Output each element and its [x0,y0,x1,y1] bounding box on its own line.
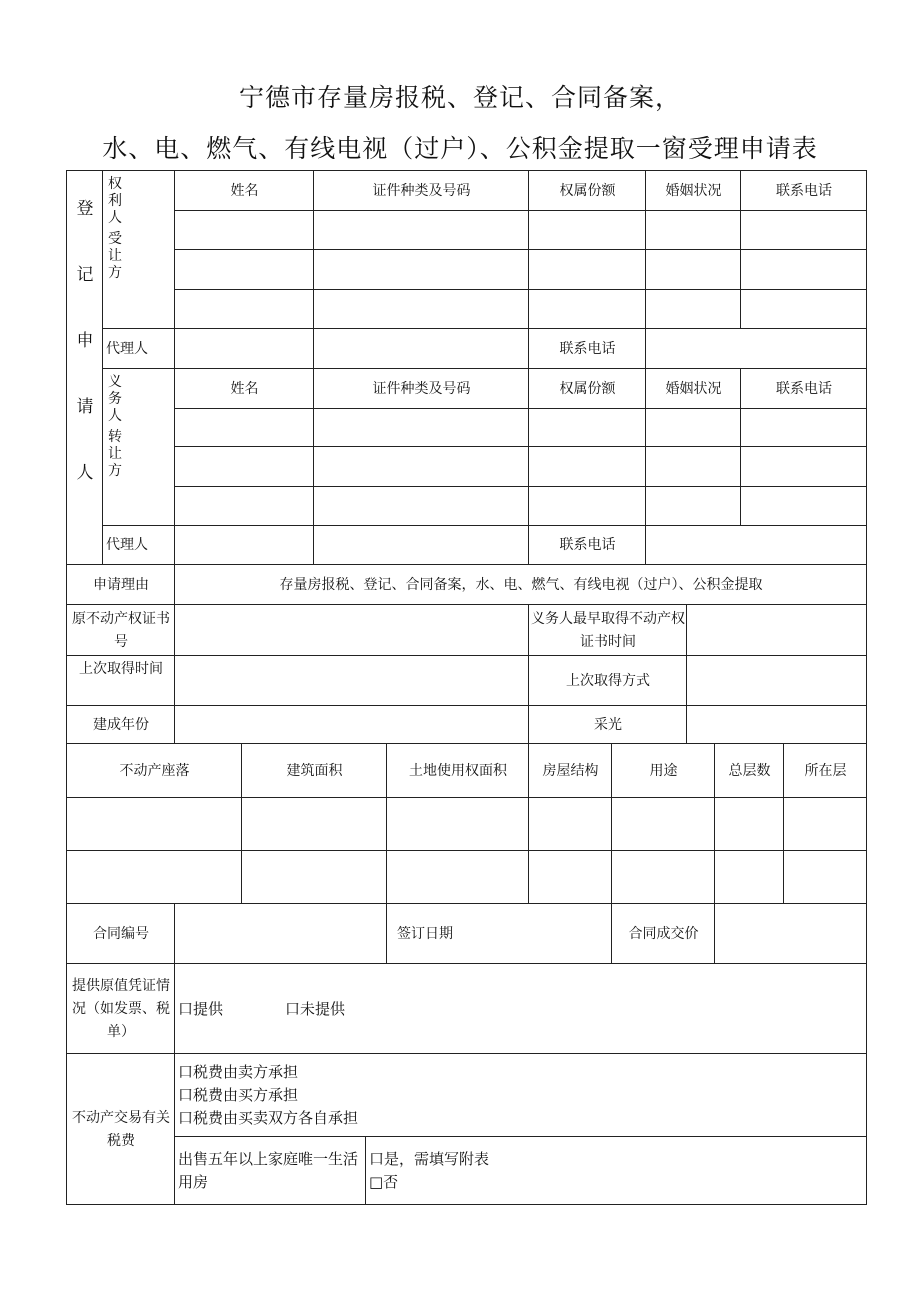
obligee-agent-label: 代理人 [102,328,175,369]
obligee-row2-phone-input[interactable] [740,249,867,290]
property-row1-structure-input[interactable] [528,797,612,851]
obligee-agent-phone-input[interactable] [645,328,867,369]
vertical-label-char: 人 [108,210,122,226]
tax-options [174,1053,867,1137]
last-method-input[interactable] [686,655,867,706]
property-header-total-floors: 总层数 [714,743,784,798]
obligor-row1-name-input[interactable] [174,408,314,447]
obligor-share-header: 权属份额 [528,368,646,409]
unique-home-label: 出售五年以上家庭唯一生活用房 [174,1136,366,1205]
obligor-agent-id-input[interactable] [313,525,529,565]
vertical-label-char: 人 [108,408,122,424]
tax-option-checkbox-3[interactable]: 口税费由买卖双方各自承担 [178,1109,359,1127]
obligor-agent-label: 代理人 [102,525,175,565]
table-right-border [866,170,867,1205]
obligee-row3-phone-input[interactable] [740,289,867,329]
property-row1-location-input[interactable] [66,797,242,851]
property-row2-total-floors-input[interactable] [714,850,784,904]
obligor-agent-name-input[interactable] [174,525,314,565]
unique-home-options [365,1136,867,1205]
property-row2-floor-input[interactable] [783,850,867,904]
obligee-row1-name-input[interactable] [174,210,314,250]
voucher-not-provided-checkbox[interactable]: 口未提供 [285,999,346,1018]
obligee-row3-name-input[interactable] [174,289,314,329]
obligor-agent-phone-input[interactable] [645,525,867,565]
property-row1-total-floors-input[interactable] [714,797,784,851]
obligee-row3-share-input[interactable] [528,289,646,329]
obligor-row1-phone-input[interactable] [740,408,867,447]
tax-option-checkbox-1[interactable]: 口税费由卖方承担 [178,1063,299,1081]
obligor-row1-marriage-input[interactable] [645,408,741,447]
property-row1-floor-input[interactable] [783,797,867,851]
vertical-label-char: 义 [108,374,122,390]
obligee-phone-header: 联系电话 [740,170,867,211]
sign-date-label: 签订日期 [386,903,612,964]
obligee-id-header: 证件种类及号码 [313,170,529,211]
obligee-row2-id-input[interactable] [313,249,529,290]
contract-no-label: 合同编号 [66,903,175,964]
voucher-label: 提供原值凭证情况（如发票、税单） [66,963,175,1054]
voucher-provided-checkbox[interactable]: 口提供 [178,999,224,1018]
lighting-label: 采光 [528,705,687,744]
vertical-label-char: 利 [108,193,122,209]
vertical-label-char: 方 [108,265,122,281]
orig-cert-input[interactable] [174,604,529,656]
last-time-label: 上次取得时间 [66,655,175,706]
build-year-label: 建成年份 [66,705,175,744]
property-header-location: 不动产座落 [66,743,242,798]
property-header-structure: 房屋结构 [528,743,612,798]
property-header-floor-area: 建筑面积 [241,743,387,798]
obligee-label [102,170,175,329]
obligor-row3-id-input[interactable] [313,486,529,526]
form-title-line2: 水、电、燃气、有线电视（过户）、公积金提取一窗受理申请表 [102,134,818,163]
lighting-input[interactable] [686,705,867,744]
obligor-name-header: 姓名 [174,368,314,409]
property-row2-location-input[interactable] [66,850,242,904]
obligee-row1-share-input[interactable] [528,210,646,250]
obligor-row2-phone-input[interactable] [740,446,867,487]
vertical-label-char: 权 [108,176,122,192]
applicant-section-char: 登 [76,199,94,219]
obligor-row2-name-input[interactable] [174,446,314,487]
property-row1-usage-input[interactable] [611,797,715,851]
reason-value: 存量房报税、登记、合同备案，水、电、燃气、有线电视（过户）、公积金提取 [174,564,867,605]
obligee-name-header: 姓名 [174,170,314,211]
applicant-section-char: 记 [76,265,94,285]
last-method-label: 上次取得方式 [528,655,687,706]
property-row2-usage-input[interactable] [611,850,715,904]
applicant-section-label [66,170,103,565]
obligee-row3-id-input[interactable] [313,289,529,329]
tax-option-checkbox-2[interactable]: 口税费由买方承担 [178,1086,299,1104]
obligor-first-time-label: 义务人最早取得不动产权证书时间 [528,604,687,656]
vertical-label-char: 转 [108,429,122,445]
contract-price-input[interactable] [714,903,867,964]
unique-home-no-checkbox[interactable]: □否 [369,1173,399,1191]
vertical-label-char: 方 [108,463,122,479]
property-header-floor: 所在层 [783,743,867,798]
obligee-marriage-header: 婚姻状况 [645,170,741,211]
form-title-line1: 宁德市存量房报税、登记、合同备案， [238,83,681,112]
obligee-row2-share-input[interactable] [528,249,646,290]
obligor-row3-name-input[interactable] [174,486,314,526]
voucher-options [174,963,867,1054]
build-year-input[interactable] [174,705,529,744]
obligee-row2-marriage-input[interactable] [645,249,741,290]
contract-price-label: 合同成交价 [611,903,715,964]
applicant-section-char: 请 [76,397,94,417]
property-row1-land-area-input[interactable] [386,797,529,851]
vertical-label-char: 让 [108,248,122,264]
obligor-first-time-input[interactable] [686,604,867,656]
reason-label: 申请理由 [66,564,175,605]
vertical-label-char: 受 [108,231,122,247]
obligor-row2-marriage-input[interactable] [645,446,741,487]
obligee-row1-phone-input[interactable] [740,210,867,250]
obligor-row2-share-input[interactable] [528,446,646,487]
vertical-label-char: 让 [108,446,122,462]
table-bottom-border [66,1204,867,1205]
obligor-row3-share-input[interactable] [528,486,646,526]
obligee-row3-marriage-input[interactable] [645,289,741,329]
applicant-section-char: 人 [76,463,94,483]
obligee-row2-name-input[interactable] [174,249,314,290]
property-row2-structure-input[interactable] [528,850,612,904]
obligee-agent-id-input[interactable] [313,328,529,369]
obligor-row2-id-input[interactable] [313,446,529,487]
contract-no-input[interactable] [174,903,387,964]
obligee-row1-id-input[interactable] [313,210,529,250]
property-row2-floor-area-input[interactable] [241,850,387,904]
obligor-agent-phone-label: 联系电话 [528,525,646,565]
property-row2-land-area-input[interactable] [386,850,529,904]
obligee-agent-phone-label: 联系电话 [528,328,646,369]
obligor-row3-marriage-input[interactable] [645,486,741,526]
vertical-label-char: 务 [108,391,122,407]
obligee-row1-marriage-input[interactable] [645,210,741,250]
obligor-id-header: 证件种类及号码 [313,368,529,409]
orig-cert-label: 原不动产权证书号 [66,604,175,656]
obligee-share-header: 权属份额 [528,170,646,211]
unique-home-yes-checkbox[interactable]: 口是，需填写附表 [369,1150,490,1168]
property-row1-floor-area-input[interactable] [241,797,387,851]
obligor-phone-header: 联系电话 [740,368,867,409]
obligor-row1-share-input[interactable] [528,408,646,447]
obligor-row3-phone-input[interactable] [740,486,867,526]
last-time-input[interactable] [174,655,529,706]
applicant-section-char: 申 [76,331,94,351]
obligor-row1-id-input[interactable] [313,408,529,447]
obligee-agent-name-input[interactable] [174,328,314,369]
tax-label: 不动产交易有关税费 [66,1053,175,1205]
property-header-usage: 用途 [611,743,715,798]
obligor-marriage-header: 婚姻状况 [645,368,741,409]
obligor-label [102,368,175,526]
property-header-land-area: 土地使用权面积 [386,743,529,798]
